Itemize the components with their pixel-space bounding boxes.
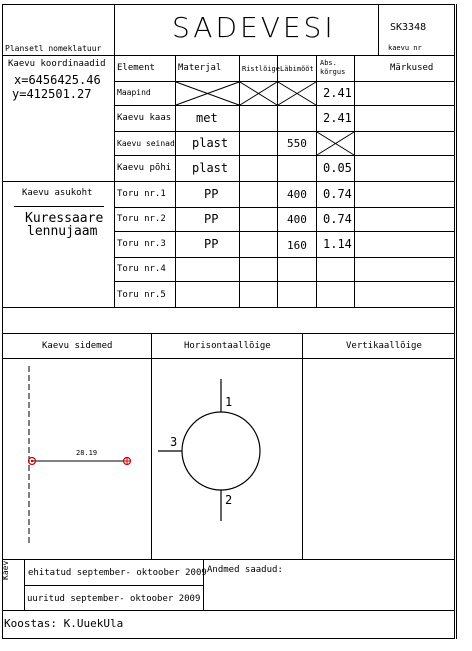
footer-side-label: Kaev — [1, 560, 10, 580]
row-diameter: 400 — [287, 188, 307, 201]
location-line-2: lennujaam — [27, 224, 98, 239]
well-id-caption: kaevu nr — [388, 44, 422, 52]
footer-author: Koostas: K.UuekUla — [4, 617, 124, 630]
pipe-3-label: 3 — [170, 435, 178, 449]
col-header-material: Materjal — [178, 63, 222, 73]
footer-built: ehitatud september- oktoober 2009 — [28, 568, 207, 578]
row-material: PP — [204, 237, 219, 251]
footer-surveyed: uuritud september- oktoober 2009 — [27, 594, 201, 604]
row-element: Toru nr.1 — [117, 189, 166, 199]
document-title: SADEVESI — [172, 11, 336, 44]
location-line-1: Kuressaare — [25, 211, 104, 226]
row-material: plast — [192, 161, 229, 175]
col-header-abs-2: kõrgus — [320, 68, 346, 76]
row-element: Kaevu seinad — [117, 139, 175, 148]
row-material: plast — [192, 136, 229, 150]
row-material: met — [196, 111, 218, 125]
row-element: Toru nr.3 — [117, 239, 166, 249]
section-connections-label: Kaevu sidemed — [42, 341, 113, 351]
row-element: Toru nr.5 — [117, 290, 166, 300]
row-abs-height: 2.41 — [323, 86, 352, 100]
col-header-notes: Märkused — [390, 63, 434, 73]
coordinate-y: y=412501.27 — [12, 87, 92, 101]
col-header-diameter: Läbimõõt — [280, 65, 314, 73]
row-material: PP — [204, 212, 219, 226]
row-abs-height: 1.14 — [323, 237, 352, 251]
well-id: SK3348 — [390, 22, 427, 33]
row-element: Toru nr.4 — [117, 264, 166, 274]
coordinates-label: Kaevu koordinaadid — [8, 59, 106, 69]
pipe-2-label: 2 — [225, 493, 233, 507]
row-element: Toru nr.2 — [117, 214, 166, 224]
section-horizontal-label: Horisontaallõige — [184, 341, 271, 351]
pipe-1-label: 1 — [225, 395, 233, 409]
col-header-cross-section: Ristlõige — [242, 65, 280, 73]
footer-data-received: Andmed saadud: — [207, 565, 283, 575]
row-abs-height: 0.05 — [323, 161, 352, 175]
col-header-abs-1: Abs. — [320, 59, 337, 67]
col-header-element: Element — [117, 63, 155, 73]
row-abs-height: 0.74 — [323, 187, 352, 201]
nomenclature-label: Plansetl nomeklatuur — [5, 44, 102, 53]
row-diameter: 400 — [287, 213, 307, 226]
row-material: PP — [204, 187, 219, 201]
coordinate-x: x=6456425.46 — [14, 73, 101, 87]
row-diameter: 550 — [287, 137, 307, 150]
row-element: Maapind — [117, 88, 151, 97]
horizontal-section-drawing — [158, 379, 260, 521]
row-element: Kaevu kaas — [117, 113, 172, 123]
row-abs-height: 2.41 — [323, 111, 352, 125]
section-vertical-label: Vertikaallõige — [346, 341, 422, 351]
row-element: Kaevu põhi — [117, 163, 172, 173]
row-diameter: 160 — [287, 239, 307, 252]
location-label: Kaevu asukoht — [22, 188, 93, 198]
distance-label: 28.19 — [76, 449, 98, 457]
row-abs-height: 0.74 — [323, 212, 352, 226]
